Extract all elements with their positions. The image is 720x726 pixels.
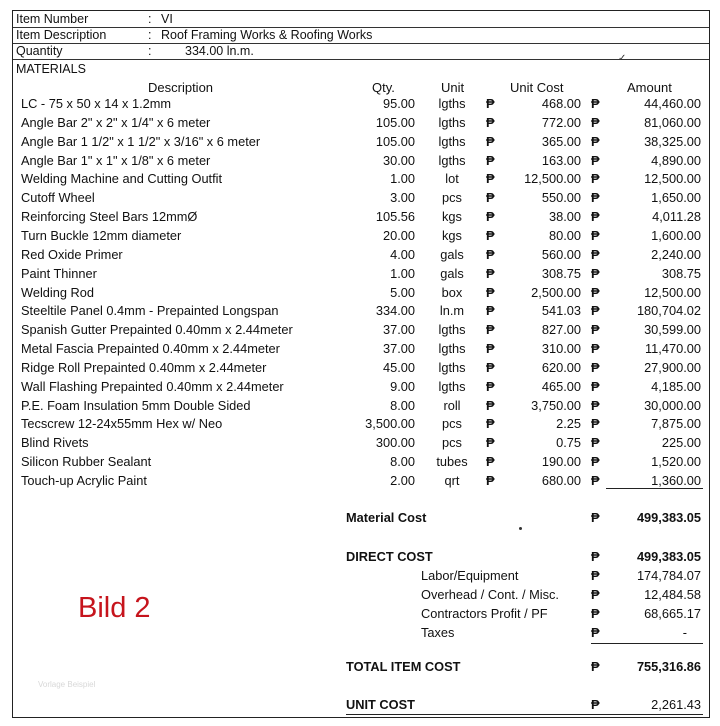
row-unit-cost: 3,750.00 — [531, 397, 581, 413]
row-description: P.E. Foam Insulation 5mm Double Sided — [21, 397, 251, 413]
currency-symbol: ₱ — [591, 659, 600, 674]
currency-symbol: ₱ — [486, 190, 495, 206]
quantity-row — [13, 43, 709, 60]
material-cost-label: Material Cost — [346, 510, 427, 525]
contractors-profit-value: 68,665.17 — [644, 606, 701, 621]
table-row — [13, 473, 709, 492]
row-qty: 105.00 — [375, 114, 415, 130]
row-qty: 3,500.00 — [365, 416, 415, 432]
row-amount: 4,185.00 — [651, 378, 701, 394]
row-amount: 1,360.00 — [651, 473, 701, 488]
currency-symbol: ₱ — [591, 587, 600, 602]
watermark: Vorlage Beispiel — [38, 680, 96, 689]
row-unit: ln.m — [439, 303, 465, 319]
contractors-profit-label: Contractors Profit / PF — [421, 606, 548, 621]
direct-cost-label: DIRECT COST — [346, 549, 433, 564]
row-amount: 4,011.28 — [652, 209, 701, 225]
currency-symbol: ₱ — [591, 96, 600, 111]
colon: : — [148, 28, 152, 42]
row-amount: 225.00 — [661, 435, 701, 451]
taxes-value: - — [682, 625, 687, 640]
row-description: Paint Thinner — [21, 265, 97, 281]
row-description: Touch-up Acrylic Paint — [21, 473, 147, 488]
row-unit-cost: 80.00 — [548, 227, 581, 243]
colon: : — [148, 12, 152, 26]
row-qty: 20.00 — [382, 227, 415, 243]
row-description: Angle Bar 1 1/2" x 1 1/2" x 3/16" x 6 meter — [21, 133, 261, 149]
currency-symbol: ₱ — [486, 265, 495, 281]
row-unit: kgs — [442, 227, 462, 243]
overlay-caption: Bild 2 — [78, 592, 151, 624]
currency-symbol: ₱ — [486, 96, 495, 111]
item-description-label: Item Description — [16, 28, 107, 42]
row-qty: 37.00 — [382, 341, 415, 357]
row-qty: 1.00 — [390, 265, 415, 281]
row-unit-cost: 620.00 — [541, 359, 581, 375]
table-row — [13, 115, 709, 134]
currency-symbol: ₱ — [486, 246, 495, 262]
row-unit-cost: 38.00 — [548, 209, 581, 225]
row-amount: 38,325.00 — [644, 133, 701, 149]
currency-symbol: ₱ — [486, 303, 495, 319]
table-row — [13, 303, 709, 322]
currency-symbol: ₱ — [591, 209, 600, 225]
material-cost-value: 499,383.05 — [636, 510, 701, 525]
row-description: Tecscrew 12-24x55mm Hex w/ Neo — [21, 416, 223, 432]
table-row — [13, 171, 709, 190]
row-unit-cost: 468.00 — [541, 96, 581, 111]
row-unit-cost: 465.00 — [541, 378, 581, 394]
row-description: Angle Bar 2" x 2" x 1/4" x 6 meter — [21, 114, 211, 130]
row-unit: pcs — [442, 435, 462, 451]
currency-symbol: ₱ — [486, 397, 495, 413]
row-qty: 4.00 — [390, 246, 415, 262]
currency-symbol: ₱ — [591, 303, 600, 319]
row-description: LC - 75 x 50 x 14 x 1.2mm — [21, 96, 172, 111]
row-description: Red Oxide Primer — [21, 246, 123, 262]
table-row — [13, 247, 709, 266]
currency-symbol: ₱ — [591, 568, 600, 583]
table-row — [13, 379, 709, 398]
currency-symbol: ₱ — [486, 114, 495, 130]
row-amount: 12,500.00 — [644, 284, 701, 300]
row-unit-cost: 190.00 — [541, 454, 581, 470]
column-header-unit-cost: Unit Cost — [510, 80, 564, 95]
row-description: Metal Fascia Prepainted 0.40mm x 2.44meter — [21, 341, 280, 357]
row-unit-cost: 550.00 — [541, 190, 581, 206]
row-qty: 300.00 — [375, 435, 415, 451]
row-description: Ridge Roll Prepainted 0.40mm x 2.44meter — [21, 359, 267, 375]
row-amount: 44,460.00 — [644, 96, 701, 111]
currency-symbol: ₱ — [591, 133, 600, 149]
currency-symbol: ₱ — [591, 435, 600, 451]
table-row — [13, 96, 709, 115]
row-description: Silicon Rubber Sealant — [21, 454, 152, 470]
row-qty: 105.56 — [375, 209, 415, 225]
currency-symbol: ₱ — [486, 284, 495, 300]
currency-symbol: ₱ — [591, 473, 600, 488]
table-row — [13, 134, 709, 153]
row-description: Welding Machine and Cutting Outfit — [21, 171, 223, 187]
row-amount: 30,599.00 — [644, 322, 701, 338]
row-unit: gals — [440, 246, 464, 262]
quantity-label: Quantity — [16, 44, 63, 58]
row-amount: 1,650.00 — [651, 190, 701, 206]
currency-symbol: ₱ — [591, 341, 600, 357]
overhead-label: Overhead / Cont. / Misc. — [421, 587, 559, 602]
stray-dot — [519, 527, 522, 530]
currency-symbol: ₱ — [486, 171, 495, 187]
subtotal-rule — [606, 488, 703, 489]
pen-mark: ✓ — [618, 53, 627, 64]
currency-symbol: ₱ — [591, 454, 600, 470]
row-unit-cost: 827.00 — [541, 322, 581, 338]
row-unit-cost: 2.25 — [556, 416, 581, 432]
currency-symbol: ₱ — [486, 322, 495, 338]
row-amount: 308.75 — [661, 265, 701, 281]
row-qty: 95.00 — [382, 96, 415, 111]
row-amount: 4,890.00 — [651, 152, 701, 168]
currency-symbol: ₱ — [591, 152, 600, 168]
row-description: Blind Rivets — [21, 435, 89, 451]
row-unit-cost: 2,500.00 — [531, 284, 581, 300]
row-amount: 30,000.00 — [644, 397, 701, 413]
row-unit: pcs — [442, 190, 462, 206]
row-unit-cost: 365.00 — [541, 133, 581, 149]
row-amount: 1,520.00 — [651, 454, 701, 470]
row-description: Wall Flashing Prepainted 0.40mm x 2.44meter — [21, 378, 284, 394]
row-unit: lgths — [438, 133, 466, 149]
row-description: Angle Bar 1" x 1" x 1/8" x 6 meter — [21, 152, 211, 168]
row-qty: 3.00 — [390, 190, 415, 206]
table-row — [13, 228, 709, 247]
currency-symbol: ₱ — [591, 322, 600, 338]
currency-symbol: ₱ — [591, 378, 600, 394]
row-unit: lgths — [438, 152, 466, 168]
row-amount: 81,060.00 — [644, 114, 701, 130]
row-unit-cost: 163.00 — [541, 152, 581, 168]
unit-cost-label: UNIT COST — [346, 697, 415, 712]
currency-symbol: ₱ — [591, 114, 600, 130]
table-row — [13, 322, 709, 341]
taxes-label: Taxes — [421, 625, 455, 640]
total-item-cost-label: TOTAL ITEM COST — [346, 659, 461, 674]
unit-cost-rule — [346, 714, 703, 715]
row-qty: 2.00 — [390, 473, 415, 488]
row-unit: lgths — [438, 114, 466, 130]
row-amount: 11,470.00 — [645, 341, 701, 357]
currency-symbol: ₱ — [591, 359, 600, 375]
row-qty: 105.00 — [375, 133, 415, 149]
currency-symbol: ₱ — [591, 397, 600, 413]
labor-equipment-value: 174,784.07 — [636, 568, 701, 583]
currency-symbol: ₱ — [591, 549, 600, 564]
row-qty: 1.00 — [390, 171, 415, 187]
row-amount: 12,500.00 — [644, 171, 701, 187]
currency-symbol: ₱ — [591, 606, 600, 621]
row-unit: lot — [445, 171, 459, 187]
row-qty: 8.00 — [390, 454, 415, 470]
currency-symbol: ₱ — [486, 359, 495, 375]
materials-label: MATERIALS — [16, 62, 86, 76]
row-qty: 37.00 — [382, 322, 415, 338]
currency-symbol: ₱ — [591, 171, 600, 187]
table-row — [13, 285, 709, 304]
currency-symbol: ₱ — [591, 510, 600, 525]
row-unit-cost: 310.00 — [541, 341, 581, 357]
row-unit: lgths — [438, 96, 466, 111]
table-row — [13, 153, 709, 172]
row-unit: lgths — [438, 322, 466, 338]
item-number-label: Item Number — [16, 12, 89, 26]
column-header-description: Description — [148, 80, 214, 95]
row-description: Welding Rod — [21, 284, 95, 300]
currency-symbol: ₱ — [486, 454, 495, 470]
currency-symbol: ₱ — [591, 265, 600, 281]
direct-cost-value: 499,383.05 — [636, 549, 701, 564]
currency-symbol: ₱ — [486, 133, 495, 149]
table-row — [13, 416, 709, 435]
row-unit-cost: 541.03 — [541, 303, 581, 319]
currency-symbol: ₱ — [591, 246, 600, 262]
table-row — [13, 190, 709, 209]
table-row — [13, 454, 709, 473]
row-unit-cost: 308.75 — [541, 265, 581, 281]
currency-symbol: ₱ — [486, 416, 495, 432]
row-description: Cutoff Wheel — [21, 190, 95, 206]
row-unit: qrt — [444, 473, 460, 488]
row-unit: gals — [440, 265, 464, 281]
table-row — [13, 398, 709, 417]
row-unit: tubes — [436, 454, 468, 470]
row-unit-cost: 0.75 — [556, 435, 581, 451]
column-header-unit: Unit — [441, 80, 465, 95]
currency-symbol: ₱ — [486, 473, 495, 488]
row-amount: 27,900.00 — [644, 359, 701, 375]
table-row — [13, 360, 709, 379]
currency-symbol: ₱ — [486, 227, 495, 243]
row-unit-cost: 680.00 — [541, 473, 581, 488]
row-unit-cost: 12,500.00 — [524, 171, 581, 187]
total-item-cost-value: 755,316.86 — [636, 659, 701, 674]
item-number-row — [13, 11, 709, 28]
currency-symbol: ₱ — [591, 227, 600, 243]
row-amount: 7,875.00 — [651, 416, 701, 432]
currency-symbol: ₱ — [486, 152, 495, 168]
row-unit-cost: 772.00 — [541, 114, 581, 130]
row-qty: 334.00 — [375, 303, 415, 319]
row-qty: 45.00 — [382, 359, 415, 375]
row-unit: roll — [443, 397, 461, 413]
item-description-value: Roof Framing Works & Roofing Works — [161, 28, 373, 42]
row-amount: 2,240.00 — [651, 246, 701, 262]
row-qty: 9.00 — [390, 378, 415, 394]
row-unit: box — [441, 284, 463, 300]
unit-cost-value: 2,261.43 — [651, 697, 701, 712]
taxes-rule — [591, 643, 703, 644]
row-qty: 30.00 — [382, 152, 415, 168]
currency-symbol: ₱ — [591, 284, 600, 300]
currency-symbol: ₱ — [591, 416, 600, 432]
column-header-qty: Qty. — [372, 80, 395, 95]
row-amount: 1,600.00 — [651, 227, 701, 243]
row-description: Reinforcing Steel Bars 12mmØ — [21, 209, 198, 225]
row-unit: lgths — [438, 341, 466, 357]
item-number-value: VI — [161, 12, 173, 26]
table-row — [13, 266, 709, 285]
row-unit: lgths — [438, 378, 466, 394]
row-description: Turn Buckle 12mm diameter — [21, 227, 182, 243]
row-unit: lgths — [438, 359, 466, 375]
table-row — [13, 435, 709, 454]
item-description-row — [13, 27, 709, 44]
colon: : — [148, 44, 152, 58]
overhead-value: 12,484.58 — [644, 587, 701, 602]
column-header-amount: Amount — [627, 80, 672, 95]
table-row — [13, 341, 709, 360]
currency-symbol: ₱ — [591, 625, 600, 640]
row-unit: pcs — [442, 416, 462, 432]
row-qty: 5.00 — [390, 284, 415, 300]
table-row — [13, 209, 709, 228]
currency-symbol: ₱ — [486, 435, 495, 451]
labor-equipment-label: Labor/Equipment — [421, 568, 519, 583]
currency-symbol: ₱ — [591, 190, 600, 206]
quantity-value: 334.00 ln.m. — [185, 44, 254, 58]
row-unit-cost: 560.00 — [541, 246, 581, 262]
currency-symbol: ₱ — [486, 209, 495, 225]
currency-symbol: ₱ — [591, 697, 600, 712]
row-unit: kgs — [442, 209, 462, 225]
row-amount: 180,704.02 — [636, 303, 701, 319]
currency-symbol: ₱ — [486, 378, 495, 394]
row-qty: 8.00 — [390, 397, 415, 413]
row-description: Steeltile Panel 0.4mm - Prepainted Longspan — [21, 303, 279, 319]
row-description: Spanish Gutter Prepainted 0.40mm x 2.44meter — [21, 322, 293, 338]
currency-symbol: ₱ — [486, 341, 495, 357]
